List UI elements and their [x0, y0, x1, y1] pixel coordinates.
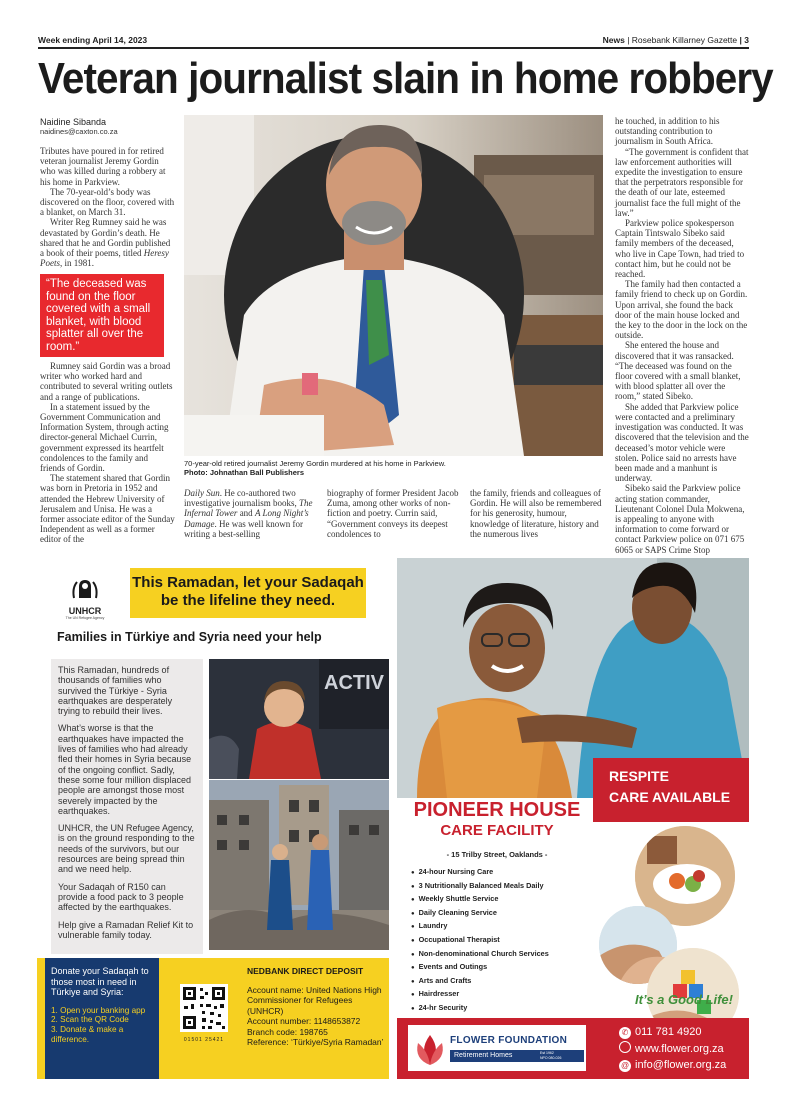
- qr-code[interactable]: [179, 984, 229, 1046]
- slogan: It’s a Good Life!: [635, 992, 733, 1007]
- paragraph: “The government is confident that law enforcement authorities will expedite the investigation to ensure that the perpetrators responsible for the death of our late, esteemed journalist face the full might of the law.”: [615, 146, 749, 218]
- donate-title: Donate your Sadaqah to those most in need in Türkiye and Syria:: [51, 966, 149, 997]
- services-list: [411, 866, 601, 1016]
- paragraph: She entered the house and discovered that it was ransacked. “The deceased was found on the floor covered with a small blanket, with blood splatter all over the room,” stated Sibeko.: [615, 340, 741, 402]
- article-column-5: [615, 116, 750, 555]
- deposit-account-number: Account number: 1148653872: [247, 1016, 361, 1026]
- service-item: ● Hairdresser: [411, 988, 601, 1002]
- paragraph: UNHCR, the UN Refugee Agency, is on the ground responding to the needs of the survivors, but our resources are being spread thin and we need help.: [58, 823, 195, 875]
- caption-text: 70-year-old retired journalist Jeremy Gordin murdered at his home in Parkview.: [184, 459, 446, 468]
- service-item: ● 24-hour Nursing Care: [411, 866, 601, 880]
- unhcr-emblem-icon: [70, 576, 100, 602]
- page-number: 3: [744, 35, 749, 45]
- donate-steps: [51, 1006, 153, 1045]
- article-column-2: [184, 488, 317, 539]
- photo-caption: [184, 459, 604, 477]
- article-column-4: [470, 488, 603, 539]
- ad-subhead: Families in Türkiye and Syria need your help: [57, 630, 322, 644]
- respite-badge: [593, 758, 749, 822]
- service-item: ● Daily Cleaning Service: [411, 907, 601, 921]
- pull-quote: “The deceased was found on the floor covered with a small blanket, with blood splatter all over the room.”: [40, 274, 164, 357]
- paragraph: The statement shared that Gordin was born in Pretoria in 1952 and attended the Hebrew University of Jerusalem and Unisa. He was a former associate editor of the Sunday Independent as well as a former editor of the: [40, 473, 175, 545]
- unhcr-body-text: [51, 659, 203, 954]
- donate-panel: [45, 958, 159, 1079]
- sign-text: ACTIV: [324, 672, 384, 694]
- unhcr-logo-subtext: The UN Refugee Agency: [65, 616, 105, 620]
- paragraph: Sibeko said the Parkview police acting station commander, Lieutenant Colonel Dula Mokwena, is appealing to anyone with information to come forward or contact Parkview police on 071 675 6065 or SAPS Crime Stop: [615, 483, 745, 555]
- service-item: ● 24-hr Security: [411, 1002, 601, 1016]
- respite-line-2: CARE AVAILABLE: [609, 789, 731, 805]
- email-address: info@flower.org.za: [635, 1059, 727, 1071]
- article-column-1-bottom: [40, 361, 175, 545]
- brand-est: Est 1962: [540, 1051, 554, 1055]
- flower-foundation-logo: [407, 1024, 587, 1072]
- child-illustration: [209, 659, 389, 779]
- photo-credit: Photo: Johnathan Ball Publishers: [184, 468, 305, 477]
- pioneer-house-ad: [397, 558, 749, 1079]
- brand-npo: NPO 080-026: [540, 1055, 562, 1060]
- deposit-branch-code: Branch code: 198765: [247, 1026, 328, 1037]
- respite-line-1: RESPITE: [609, 768, 669, 784]
- phone-number: 011 781 4920: [635, 1026, 702, 1038]
- unhcr-ad: [37, 558, 389, 1079]
- section-name: News: [602, 35, 625, 45]
- deposit-account-name: Account name: United Nations High Commissioner for Refugees (UNHCR): [247, 984, 382, 1016]
- phone-line[interactable]: [619, 1024, 726, 1041]
- brand-name: FLOWER FOUNDATION: [450, 1035, 568, 1046]
- paragraph: This Ramadan, hundreds of thousands of families who survived the Türkiye - Syria earthquakes are desperately trying to rebuild their lives.: [58, 665, 173, 717]
- service-item: ● Events and Outings: [411, 961, 601, 975]
- pioneer-title: PIONEER HOUSE: [413, 799, 581, 821]
- ruins-illustration: [209, 780, 389, 950]
- article-column-1-top: [40, 146, 175, 268]
- banner-line-2: be the lifeline they need.: [160, 592, 336, 609]
- unhcr-logo-text: UNHCR: [68, 606, 102, 616]
- paragraph: In a statement issued by the Government Communication and Information System, through acting director-general Michael Currin, government expressed its heartfelt condolences to the family and friends of Gordin.: [40, 401, 169, 474]
- ruins-photo: [209, 780, 389, 950]
- deposit-title: NEDBANK DIRECT DEPOSIT: [247, 966, 364, 976]
- step-3: 3. Donate & make a difference.: [51, 1025, 124, 1044]
- paragraph: he touched, in addition to his outstanding contribution to journalism in South Africa.: [615, 116, 720, 147]
- ramadan-banner: [130, 568, 366, 618]
- article-column-3: [327, 488, 460, 539]
- paragraph: Daily Sun. He co-authored two investigative journalism books, The Infernal Tower and A Long Night’s Damage. He was well known for writing a best-selling: [184, 488, 313, 539]
- article-photo: [184, 115, 603, 456]
- paragraph: Writer Reg Rumney said he was devastated by Gordin’s death. He shared that he and Gordin published a book of their poems, titled Heresy Poets, in 1981.: [40, 217, 171, 269]
- email-line[interactable]: [619, 1057, 726, 1074]
- paragraph: Tributes have poured in for retired veteran journalist Jeremy Gordin who was killed during a robbery at his home in Parkview.: [40, 146, 166, 187]
- paragraph: biography of former President Jacob Zuma, among other works of non-fiction and poetry. Currin said, “Government conveys its deepest condolences to: [327, 488, 459, 539]
- brand-sub-text: Retirement Homes: [454, 1052, 513, 1059]
- deposit-reference: Reference: ‘Türkiye/Syria Ramadan’: [247, 1037, 384, 1047]
- author-email: naidines@caxton.co.za: [40, 127, 118, 136]
- phone-icon: ✆: [619, 1027, 631, 1039]
- brand-registration: [540, 1051, 561, 1060]
- globe-icon: [619, 1041, 631, 1053]
- web-line[interactable]: [619, 1041, 726, 1058]
- pioneer-footer: [397, 1018, 749, 1079]
- paragraph: Parkview police spokesperson Captain Tintswalo Sibeko said family members of the deceased, who live in Cape Town, had tried to contact him, but he could not be reached.: [615, 218, 745, 280]
- byline: [40, 117, 118, 136]
- flower-logo-icon: [414, 1031, 446, 1067]
- service-item: ● Non-denominational Church Services: [411, 948, 601, 962]
- paragraph: What’s worse is that the earthquakes have impacted the lives of families who had already fled their homes in Syria because of the ongoing conflict. Sadly, these some four million displaced people are amongst those most severely impacted by the earthquakes.: [58, 723, 192, 816]
- paragraph: The 70-year-old’s body was discovered on the floor, covered with a blanket, on March 31.: [40, 186, 175, 218]
- deposit-details: [247, 966, 387, 1048]
- website: www.flower.org.za: [635, 1042, 724, 1055]
- step-2: 2. Scan the QR Code: [51, 1015, 129, 1025]
- paragraph: the family, friends and colleagues of Gordin. He will also be remembered for his generosity, humour, knowledge of literature, history and the numerous lives: [470, 488, 602, 539]
- paragraph: Your Sadaqah of R150 can provide a food pack to 3 people affected by the earthquakes.: [58, 881, 184, 913]
- service-item: ● Laundry: [411, 920, 601, 934]
- portrait-illustration: [184, 115, 603, 456]
- paragraph: Rumney said Gordin was a broad writer who worked hard and contributed to several writing outlets and a range of publications.: [40, 361, 173, 402]
- pioneer-address: - 15 Trilby Street, Oaklands -: [446, 850, 548, 859]
- page-folio: News | Rosebank Killarney Gazette | 3: [602, 35, 749, 45]
- issue-date: Week ending April 14, 2023: [38, 35, 148, 45]
- qr-number: 01501 25421: [183, 1037, 225, 1043]
- headline: Veteran journalist slain in home robbery: [38, 54, 773, 103]
- brand-sub: [450, 1050, 584, 1062]
- paragraph: She added that Parkview police were contacted and a preliminary investigation was conducted. It was discovered that the television and the deceased’s motor vehicle were stolen. Police said no arrests have been made and a manhunt is underway.: [615, 401, 749, 484]
- paper-name: Rosebank Killarney Gazette: [631, 35, 738, 45]
- service-item: ● Occupational Therapist: [411, 934, 601, 948]
- header-rule: [38, 47, 749, 49]
- paragraph: Help give a Ramadan Relief Kit to vulnerable family today.: [58, 919, 194, 940]
- qr-code-icon: [180, 984, 228, 1032]
- service-item: ● Weekly Shuttle Service: [411, 893, 601, 907]
- at-icon: @: [620, 1061, 630, 1070]
- pioneer-title-block: [407, 798, 587, 840]
- step-1: 1. Open your banking app: [51, 1005, 146, 1015]
- paragraph: The family had then contacted a family friend to check up on Gordin. Upon arrival, she found the back door of the main house locked and the key to the door in the lock on the outside.: [615, 279, 748, 341]
- banner-line-1: This Ramadan, let your Sadaqah: [132, 574, 364, 591]
- child-photo: [209, 659, 389, 779]
- contact-details: [619, 1024, 726, 1074]
- unhcr-logo: [55, 576, 115, 620]
- pioneer-subtitle: CARE FACILITY: [440, 822, 554, 839]
- service-item: ● 3 Nutritionally Balanced Meals Daily: [411, 880, 601, 894]
- author-name: Naidine Sibanda: [40, 117, 107, 127]
- service-item: ● Arts and Crafts: [411, 975, 601, 989]
